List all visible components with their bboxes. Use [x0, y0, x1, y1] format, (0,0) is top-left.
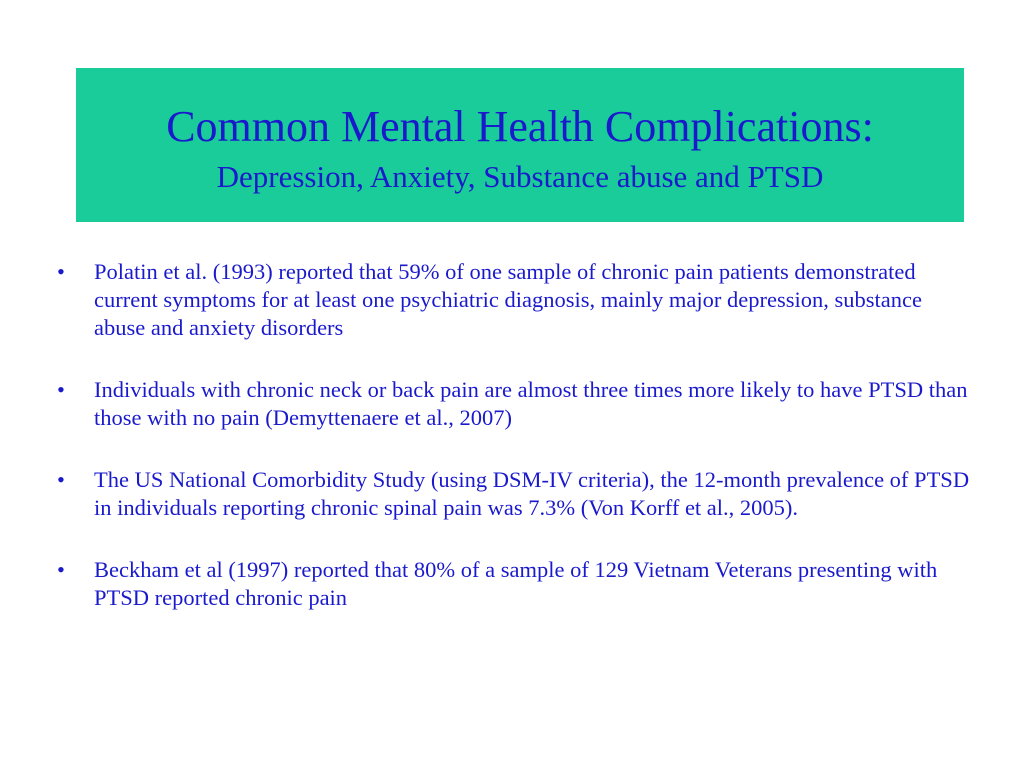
bullet-glyph: •: [57, 259, 65, 284]
title-box: [76, 68, 964, 222]
bullet-text: Individuals with chronic neck or back pain are almost three times more likely to have PTSD than those with no pain (Demyttenaere et al., 2007): [94, 377, 968, 430]
bullet-item: [57, 466, 977, 522]
slide-subtitle: Depression, Anxiety, Substance abuse and PTSD: [216, 159, 824, 194]
bullet-item: [57, 556, 977, 612]
bullet-item: [57, 258, 977, 342]
bullet-glyph: •: [57, 557, 65, 582]
slide-title: Common Mental Health Complications:: [166, 102, 874, 151]
bullet-glyph: •: [57, 467, 65, 492]
bullet-text: The US National Comorbidity Study (using DSM-IV criteria), the 12-month prevalence of PTSD in individuals reporting chronic spinal pain was 7.3% (Von Korff et al., 2005).: [94, 467, 970, 520]
bullet-text: Polatin et al. (1993) reported that 59% of one sample of chronic pain patients demonstrated current symptoms for at least one psychiatric diagnosis, mainly major depression, substance abuse and anxiety disorders: [94, 259, 922, 340]
bullet-glyph: •: [57, 377, 65, 402]
bullet-list: [57, 258, 977, 646]
bullet-text: Beckham et al (1997) reported that 80% of a sample of 129 Vietnam Veterans presenting with PTSD reported chronic pain: [94, 557, 938, 610]
bullet-item: [57, 376, 977, 432]
